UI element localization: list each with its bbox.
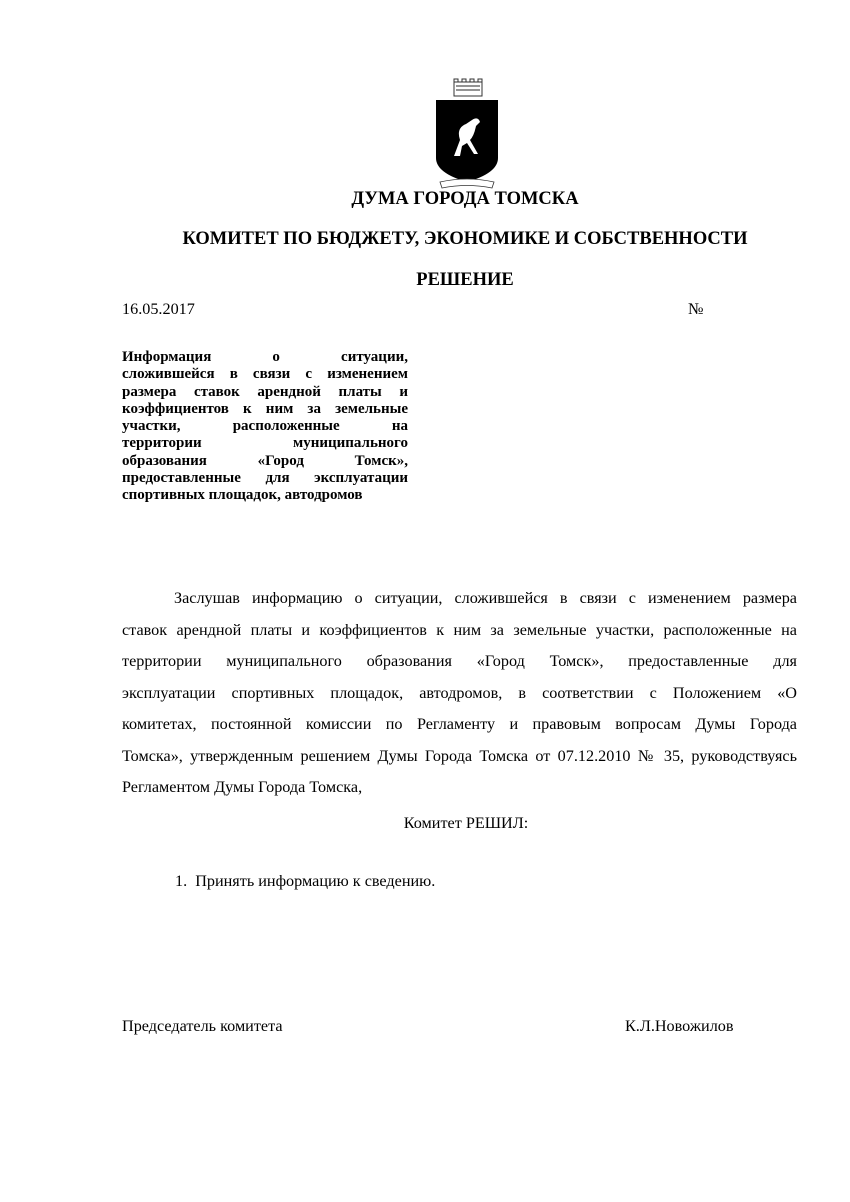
decision-item [175,872,435,891]
body-line: Заслушав информацию о ситуации, сложившейся в связи с изменением размера [174,589,797,607]
body-line: Томска», утвержденным решением Думы Города Томска от 07.12.2010 № 35, руководствуясь [122,746,797,765]
subject-line: спортивных площадок, автодромов [122,487,363,504]
org-title: ДУМА ГОРОДА ТОМСКА [351,189,579,209]
document-number-label: № [688,300,704,318]
subject-line: коэффициентов к ним за земельные [122,400,408,417]
resolved-heading: Комитет РЕШИЛ: [403,814,529,832]
body-line: территории муниципального образования «Город Томск», предоставленные для [122,652,797,670]
subject-line: размера ставок арендной платы и [122,383,408,400]
body-line: ставок арендной платы и коэффициентов к ним за земельные участки, расположенные на [122,620,797,639]
body-line: комитетах, постоянной комиссии по Регламенту и правовым вопросам Думы Города [122,715,797,733]
signature-name: К.Л.Новожилов [625,1017,734,1035]
subject-line: Информация о ситуации, [122,349,408,365]
committee-title: КОМИТЕТ ПО БЮДЖЕТУ, ЭКОНОМИКЕ И СОБСТВЕННОСТИ [182,229,748,249]
document-type: РЕШЕНИЕ [416,270,514,290]
item-text: Принять информацию к сведению. [195,872,436,890]
body-line: эксплуатации спортивных площадок, автодромов, в соответствии с Положением «О [122,683,797,702]
body-paragraph [122,583,797,804]
city-emblem [432,78,502,190]
subject-line: предоставленные для эксплуатации [122,470,408,487]
item-number: 1. [175,872,188,890]
document-date: 16.05.2017 [122,300,195,318]
subject-line: образования «Город Томск», [122,452,408,469]
subject-block [122,349,408,505]
subject-line: сложившейся в связи с изменением [122,366,408,383]
subject-line: участки, расположенные на [122,418,408,435]
subject-line: территории муниципального [122,435,408,452]
body-line: Регламентом Думы Города Томска, [122,778,363,796]
signature-title: Председатель комитета [122,1017,283,1035]
